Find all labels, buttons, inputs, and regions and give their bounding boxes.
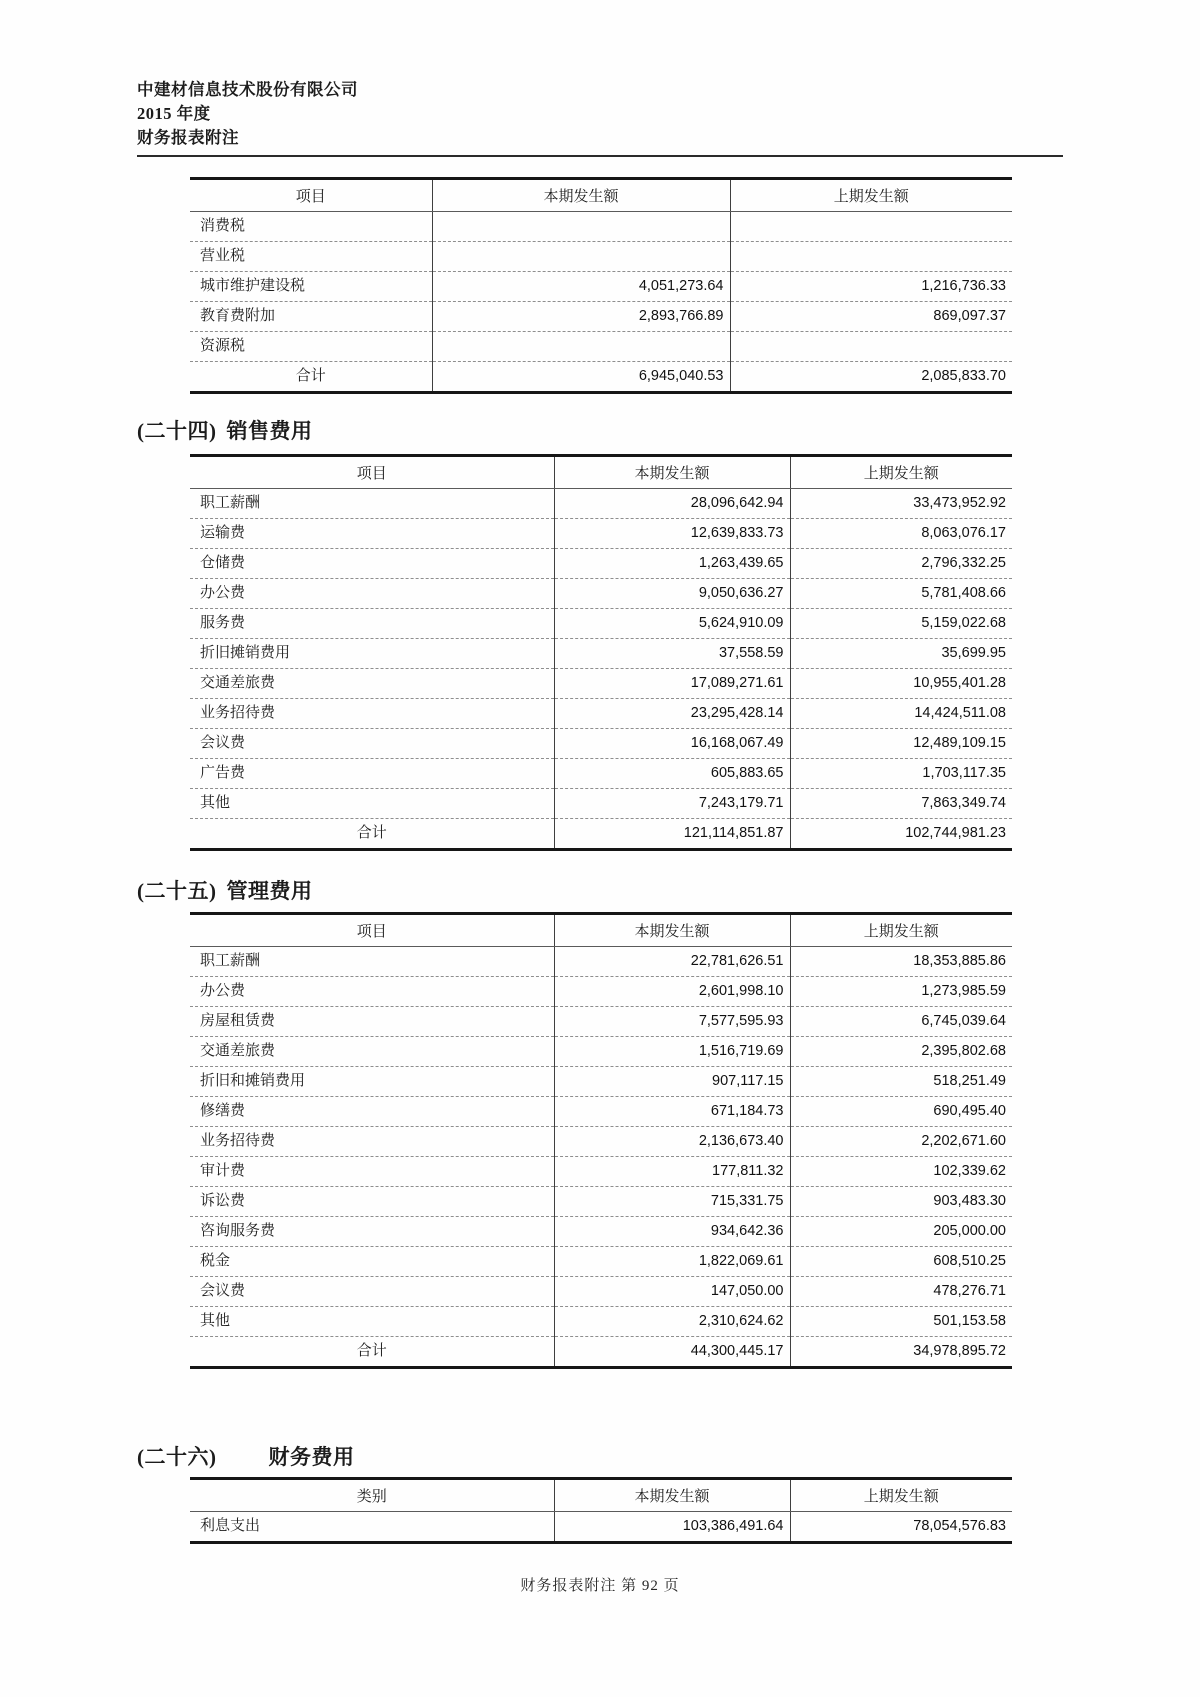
table-row: [190, 1277, 1012, 1307]
prior-period-amount: 478,276.71: [790, 1277, 1012, 1307]
table-row: [190, 609, 1012, 639]
item-cell: 办公费: [190, 579, 554, 609]
prior-period-amount: 102,744,981.23: [790, 819, 1012, 850]
current-period-amount: 5,624,910.09: [554, 609, 790, 639]
total-row: [190, 819, 1012, 850]
prior-period-amount: 102,339.62: [790, 1157, 1012, 1187]
prior-period-amount: [730, 212, 1012, 242]
current-period-amount: 605,883.65: [554, 759, 790, 789]
item-cell: 城市维护建设税: [190, 272, 432, 302]
current-period-amount: 103,386,491.64: [554, 1512, 790, 1543]
column-header: 上期发生额: [790, 456, 1012, 489]
item-cell: 会议费: [190, 1277, 554, 1307]
current-period-amount: 23,295,428.14: [554, 699, 790, 729]
item-cell: 咨询服务费: [190, 1217, 554, 1247]
item-cell: 合计: [356, 1343, 387, 1359]
item-cell: 业务招待费: [190, 1127, 554, 1157]
section-number: (二十五): [137, 879, 217, 903]
current-period-amount: 2,136,673.40: [554, 1127, 790, 1157]
header-row: [190, 1479, 1012, 1512]
tax-surcharge-table: [190, 177, 1012, 394]
item-cell: 营业税: [190, 242, 432, 272]
header-row: [190, 914, 1012, 947]
column-header: 上期发生额: [730, 179, 1012, 212]
item-cell: 税金: [190, 1247, 554, 1277]
section-title: 财务费用: [268, 1445, 355, 1469]
column-header: 项目: [190, 456, 554, 489]
column-header: 本期发生额: [554, 456, 790, 489]
table-row: [190, 1217, 1012, 1247]
item-cell: 房屋租赁费: [190, 1007, 554, 1037]
current-period-amount: 12,639,833.73: [554, 519, 790, 549]
prior-period-amount: 869,097.37: [730, 302, 1012, 332]
item-cell: 审计费: [190, 1157, 554, 1187]
admin-expenses-table: [190, 912, 1012, 1369]
prior-period-amount: [730, 332, 1012, 362]
table-row: [190, 1157, 1012, 1187]
section-heading-selling-expenses: [137, 418, 313, 444]
current-period-amount: 4,051,273.64: [432, 272, 730, 302]
current-period-amount: 1,822,069.61: [554, 1247, 790, 1277]
current-period-amount: 907,117.15: [554, 1067, 790, 1097]
prior-period-amount: 7,863,349.74: [790, 789, 1012, 819]
table-row: [190, 212, 1012, 242]
item-cell: 办公费: [190, 977, 554, 1007]
current-period-amount: 715,331.75: [554, 1187, 790, 1217]
table-row: [190, 1512, 1012, 1543]
current-period-amount: 9,050,636.27: [554, 579, 790, 609]
item-cell: 交通差旅费: [190, 669, 554, 699]
prior-period-amount: 78,054,576.83: [790, 1512, 1012, 1543]
current-period-amount: 7,243,179.71: [554, 789, 790, 819]
current-period-amount: 2,893,766.89: [432, 302, 730, 332]
item-cell: 其他: [190, 1307, 554, 1337]
item-cell: 利息支出: [200, 1518, 261, 1534]
section-title: 销售费用: [226, 419, 313, 443]
item-cell: 广告费: [190, 759, 554, 789]
prior-period-amount: [730, 242, 1012, 272]
section-number: (二十六): [137, 1445, 217, 1469]
prior-period-amount: 8,063,076.17: [790, 519, 1012, 549]
prior-period-amount: 34,978,895.72: [790, 1337, 1012, 1368]
item-cell: 诉讼费: [190, 1187, 554, 1217]
table-row: [190, 489, 1012, 519]
item-cell: 折旧摊销费用: [190, 639, 554, 669]
section-heading-admin-expenses: [137, 878, 313, 904]
prior-period-amount: 2,202,671.60: [790, 1127, 1012, 1157]
table-row: [190, 242, 1012, 272]
financial-table: [190, 177, 1012, 394]
financial-table: [190, 912, 1012, 1369]
table-row: [190, 1127, 1012, 1157]
table-row: [190, 272, 1012, 302]
table-row: [190, 1247, 1012, 1277]
prior-period-amount: 1,216,736.33: [730, 272, 1012, 302]
section-title: 管理费用: [226, 879, 313, 903]
current-period-amount: 2,310,624.62: [554, 1307, 790, 1337]
current-period-amount: 671,184.73: [554, 1097, 790, 1127]
prior-period-amount: 2,395,802.68: [790, 1037, 1012, 1067]
item-cell: 教育费附加: [190, 302, 432, 332]
prior-period-amount: 6,745,039.64: [790, 1007, 1012, 1037]
prior-period-amount: 1,273,985.59: [790, 977, 1012, 1007]
table-row: [190, 1067, 1012, 1097]
item-cell: 交通差旅费: [190, 1037, 554, 1067]
prior-period-amount: 33,473,952.92: [790, 489, 1012, 519]
prior-period-amount: 10,955,401.28: [790, 669, 1012, 699]
table-row: [190, 669, 1012, 699]
prior-period-amount: 2,796,332.25: [790, 549, 1012, 579]
prior-period-amount: 903,483.30: [790, 1187, 1012, 1217]
financial-table: [190, 1477, 1012, 1544]
total-row: [190, 1337, 1012, 1368]
item-cell: 运输费: [190, 519, 554, 549]
item-cell: 折旧和摊销费用: [190, 1067, 554, 1097]
fiscal-year: 2015 年度: [137, 104, 211, 123]
item-cell: 资源税: [190, 332, 432, 362]
document-title: 财务报表附注: [137, 128, 239, 147]
current-period-amount: 1,263,439.65: [554, 549, 790, 579]
prior-period-amount: 518,251.49: [790, 1067, 1012, 1097]
current-period-amount: 121,114,851.87: [554, 819, 790, 850]
item-cell: 消费税: [190, 212, 432, 242]
current-period-amount: 28,096,642.94: [554, 489, 790, 519]
table-row: [190, 759, 1012, 789]
table-row: [190, 1307, 1012, 1337]
column-header: 上期发生额: [790, 914, 1012, 947]
current-period-amount: 934,642.36: [554, 1217, 790, 1247]
finance-expenses-table: [190, 1477, 1012, 1544]
table-row: [190, 579, 1012, 609]
table-row: [190, 729, 1012, 759]
current-period-amount: 147,050.00: [554, 1277, 790, 1307]
prior-period-amount: 690,495.40: [790, 1097, 1012, 1127]
prior-period-amount: 5,781,408.66: [790, 579, 1012, 609]
current-period-amount: 1,516,719.69: [554, 1037, 790, 1067]
column-header: 上期发生额: [790, 1479, 1012, 1512]
table-row: [190, 332, 1012, 362]
table-row: [190, 789, 1012, 819]
table-row: [190, 699, 1012, 729]
table-row: [190, 639, 1012, 669]
table-row: [190, 1097, 1012, 1127]
header-row: [190, 456, 1012, 489]
item-cell: 服务费: [190, 609, 554, 639]
prior-period-amount: 18,353,885.86: [790, 947, 1012, 977]
table-row: [190, 1037, 1012, 1067]
page-footer: [0, 1574, 1200, 1595]
current-period-amount: 37,558.59: [554, 639, 790, 669]
item-cell: 仓储费: [190, 549, 554, 579]
prior-period-amount: 1,703,117.35: [790, 759, 1012, 789]
section-number: (二十四): [137, 419, 217, 443]
item-cell: 职工薪酬: [190, 947, 554, 977]
current-period-amount: 2,601,998.10: [554, 977, 790, 1007]
prior-period-amount: 14,424,511.08: [790, 699, 1012, 729]
prior-period-amount: 608,510.25: [790, 1247, 1012, 1277]
column-header: 本期发生额: [554, 1479, 790, 1512]
current-period-amount: 16,168,067.49: [554, 729, 790, 759]
item-cell: 合计: [295, 368, 326, 384]
column-header: 本期发生额: [554, 914, 790, 947]
header-row: [190, 179, 1012, 212]
item-cell: 会议费: [190, 729, 554, 759]
prior-period-amount: 12,489,109.15: [790, 729, 1012, 759]
table-row: [190, 1187, 1012, 1217]
table-row: [190, 519, 1012, 549]
current-period-amount: [432, 212, 730, 242]
column-header: 本期发生额: [432, 179, 730, 212]
current-period-amount: 22,781,626.51: [554, 947, 790, 977]
column-header: 项目: [190, 914, 554, 947]
section-heading-finance-expenses: [137, 1444, 355, 1470]
current-period-amount: 6,945,040.53: [432, 362, 730, 393]
table-row: [190, 549, 1012, 579]
table-row: [190, 947, 1012, 977]
document-header: [137, 78, 1063, 157]
item-cell: 其他: [190, 789, 554, 819]
current-period-amount: [432, 242, 730, 272]
column-header: 类别: [190, 1479, 554, 1512]
current-period-amount: 17,089,271.61: [554, 669, 790, 699]
table-row: [190, 977, 1012, 1007]
header-rule: [137, 155, 1063, 157]
prior-period-amount: 5,159,022.68: [790, 609, 1012, 639]
table-row: [190, 1007, 1012, 1037]
column-header: 项目: [190, 179, 432, 212]
footer-text: 财务报表附注 第 92 页: [520, 1578, 680, 1594]
item-cell: 职工薪酬: [190, 489, 554, 519]
current-period-amount: 44,300,445.17: [554, 1337, 790, 1368]
current-period-amount: [432, 332, 730, 362]
prior-period-amount: 2,085,833.70: [730, 362, 1012, 393]
table-row: [190, 302, 1012, 332]
financial-table: [190, 454, 1012, 851]
prior-period-amount: 35,699.95: [790, 639, 1012, 669]
item-cell: 业务招待费: [190, 699, 554, 729]
selling-expenses-table: [190, 454, 1012, 851]
prior-period-amount: 205,000.00: [790, 1217, 1012, 1247]
total-row: [190, 362, 1012, 393]
current-period-amount: 7,577,595.93: [554, 1007, 790, 1037]
company-name: 中建材信息技术股份有限公司: [137, 80, 358, 99]
current-period-amount: 177,811.32: [554, 1157, 790, 1187]
item-cell: 修缮费: [190, 1097, 554, 1127]
prior-period-amount: 501,153.58: [790, 1307, 1012, 1337]
item-cell: 合计: [356, 825, 387, 841]
